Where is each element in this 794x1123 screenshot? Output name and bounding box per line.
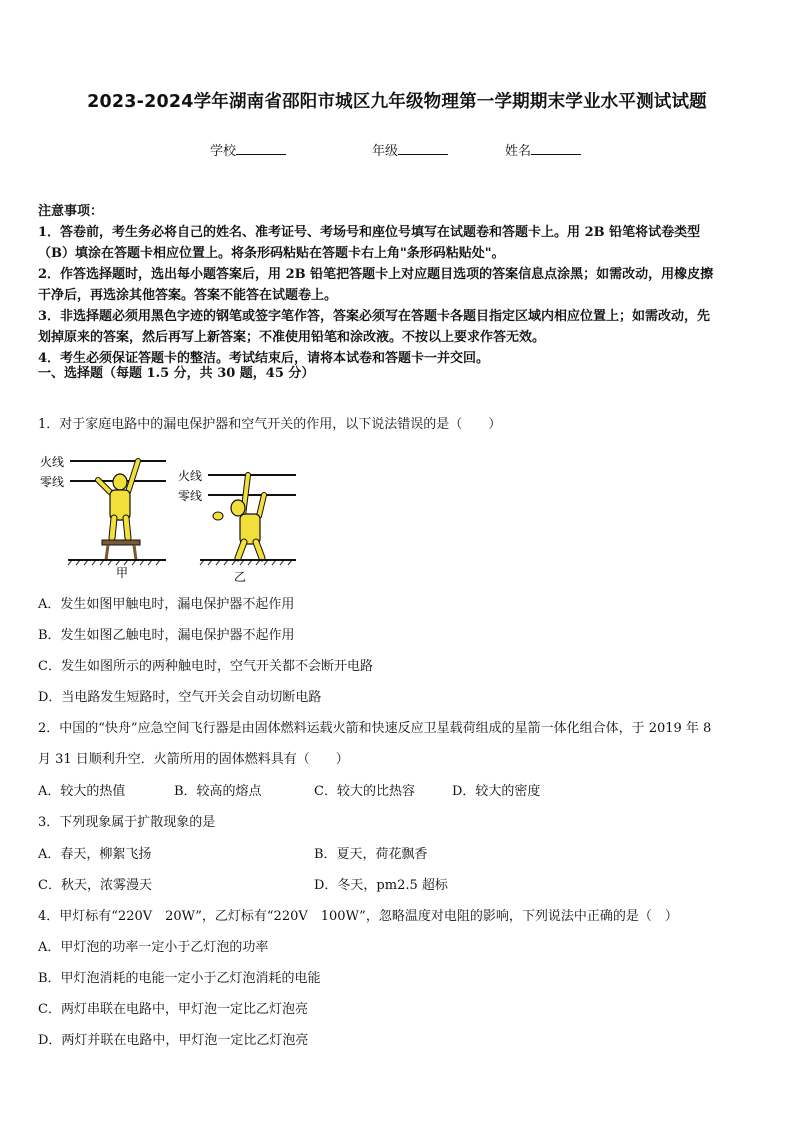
notes-line: （B）填涂在答题卡相应位置上。将条形码粘贴在答题卡右上角"条形码粘贴处"。	[38, 246, 505, 261]
figure-label-a: 甲	[116, 566, 129, 580]
q4-option-c: C．两灯串联在电路中，甲灯泡一定比乙灯泡亮	[38, 1002, 308, 1017]
live-wire-label-b: 火线	[178, 469, 203, 483]
grade-label: 年级	[372, 144, 399, 159]
q3-option-d: D．冬天，pm2.5 超标	[314, 878, 448, 893]
notes-line: 干净后，再选涂其他答案。答案不能答在试题卷上。	[38, 288, 338, 303]
electric-shock-figure	[38, 446, 298, 586]
q1-option-c: C．发生如图所示的两种触电时，空气开关都不会断开电路	[38, 659, 373, 674]
name-label: 姓名	[505, 144, 532, 159]
q3-option-b: B．夏天，荷花飘香	[314, 847, 428, 862]
q1-option-a: A．发生如图甲触电时，漏电保护器不起作用	[38, 597, 295, 612]
q4-option-d: D．两灯并联在电路中，甲灯泡一定比乙灯泡亮	[38, 1033, 309, 1048]
section-heading: 一、选择题（每题 1.5 分，共 30 题，45 分）	[38, 366, 315, 381]
q3-option-c: C．秋天，浓雾漫天	[38, 878, 152, 893]
q1-option-d: D．当电路发生短路时，空气开关会自动切断电路	[38, 690, 322, 705]
notes-line: 划掉原来的答案，然后再写上新答案；不准使用铅笔和涂改液。不按以上要求作答无效。	[38, 330, 546, 345]
stool-a	[102, 540, 140, 560]
q4-option-a: A．甲灯泡的功率一定小于乙灯泡的功率	[38, 940, 269, 955]
grade-blank	[398, 142, 448, 155]
grade-field	[372, 140, 448, 159]
notes-block	[38, 201, 758, 369]
notes-heading: 注意事项：	[38, 204, 104, 219]
q2-option-d: D．较大的密度	[452, 784, 541, 799]
question-1-stem: 1．对于家庭电路中的漏电保护器和空气开关的作用，以下说法错误的是（ ）	[38, 417, 502, 432]
page-title: 2023-2024学年湖南省邵阳市城区九年级物理第一学期期末学业水平测试试题	[87, 92, 707, 112]
q1-option-b: B．发生如图乙触电时，漏电保护器不起作用	[38, 628, 295, 643]
question-4-stem: 4．甲灯标有“220V 20W”，乙灯标有“220V 100W”，忽略温度对电阻的影响，下列说法中正确的是（ ）	[38, 909, 678, 924]
notes-line: 4．考生必须保证答题卡的整洁。考试结束后，请将本试卷和答题卡一并交回。	[38, 351, 490, 366]
q3-option-a: A．春天，柳絮飞扬	[38, 847, 152, 862]
notes-line: 2．作答选择题时，选出每小题答案后，用 2B 铅笔把答题卡上对应题目选项的答案信息点涂黑；如需改动，用橡皮擦	[38, 267, 714, 282]
live-wire-label-a: 火线	[40, 455, 65, 469]
question-2-stem-line1: 2．中国的“快舟”应急空间飞行器是由固体燃料运载火箭和快速反应卫星载荷组成的星箭一体化组合体，于 2019 年 8	[38, 721, 712, 736]
person-b	[213, 475, 264, 558]
notes-line: 1．答卷前，考生务必将自己的姓名、准考证号、考场号和座位号填写在试题卷和答题卡上。用 2B 铅笔将试卷类型	[38, 225, 701, 240]
q2-option-c: C．较大的比热容	[314, 784, 415, 799]
school-label: 学校	[210, 144, 237, 159]
q4-option-b: B．甲灯泡消耗的电能一定小于乙灯泡消耗的电能	[38, 971, 321, 986]
figure-label-b: 乙	[234, 570, 247, 584]
person-a	[98, 461, 138, 538]
name-blank	[531, 142, 581, 155]
q2-option-b: B．较高的熔点	[174, 784, 262, 799]
question-2-stem-line2: 月 31 日顺利升空．火箭所用的固体燃料具有（ ）	[38, 752, 349, 767]
school-field	[210, 140, 286, 159]
question-3-stem: 3．下列现象属于扩散现象的是	[38, 815, 216, 830]
name-field	[505, 140, 581, 159]
notes-line: 3．非选择题必须用黑色字迹的钢笔或签字笔作答，答案必须写在答题卡各题目指定区域内相应位置上；如需改动，先	[38, 309, 711, 324]
neutral-wire-label-b: 零线	[178, 489, 203, 503]
q2-option-a: A．较大的热值	[38, 784, 126, 799]
school-blank	[236, 142, 286, 155]
neutral-wire-label-a: 零线	[40, 475, 65, 489]
